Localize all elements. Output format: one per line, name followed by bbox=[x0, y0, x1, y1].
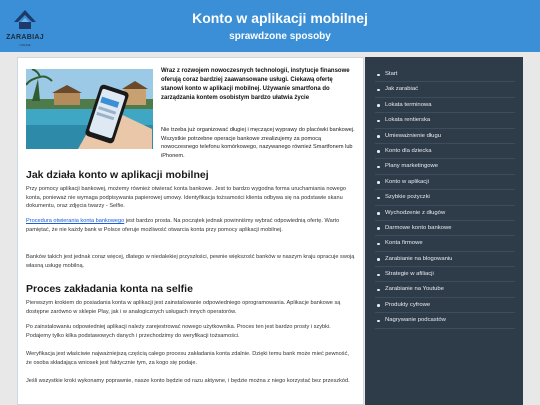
sidebar-item-konto-dla-dziecka[interactable]: Konto dla dziecka bbox=[375, 144, 515, 159]
sidebar-list bbox=[375, 67, 515, 329]
paragraph: Pierwszym krokiem do posiadania konta w aplikacji jest zainstalowanie odpowiedniego oprogramowania. Aplikacje bankowe są dostępne zarówno w sklepie Play, jak i w analogicznych usługach innych operatorów. bbox=[26, 300, 341, 315]
sidebar-item-jak-zarabiac[interactable]: Jak zarabiać bbox=[375, 82, 515, 97]
sidebar-item-umiewaznienie-dlugu[interactable]: Umieważnienie długu bbox=[375, 129, 515, 144]
paragraph: Jeśli wszystkie kroki wykonamy poprawnie, nasze konto będzie od razu aktywne, i będzie można z niego korzystać bez przeszkód. bbox=[26, 378, 350, 384]
page-subtitle: sprawdzone sposoby bbox=[229, 31, 331, 42]
sidebar-nav bbox=[365, 57, 523, 405]
main-content bbox=[17, 57, 364, 405]
logo-text: ZARABIAJ bbox=[6, 34, 44, 41]
sidebar-item-blogowanie[interactable]: Zarabianie na blogowaniu bbox=[375, 252, 515, 267]
paragraph: Banków takich jest jednak coraz więcej, dlatego w niedalekiej przyszłości, pewnie większość banków w naszym kraju opracuje swoją własną usługę mobilną. bbox=[26, 254, 355, 269]
intro-paragraph: Nie trzeba już organizować długiej i męczącej wyprawy do placówki bankowej. Wszystkie potrzebne operacje bankowe zrealizujemy za pomocą nowoczesnego telefonu komórkowego, nazywanego również Smartfonem lub iPhonem. bbox=[161, 127, 355, 159]
sidebar-item-wychodzenie-z-dlugow[interactable]: Wychodzenie z długów bbox=[375, 206, 515, 221]
sidebar-item-szybkie-pozyczki[interactable]: Szybkie pożyczki bbox=[375, 190, 515, 205]
sidebar-item-darmowe-konto[interactable]: Darmowe konto bankowe bbox=[375, 221, 515, 236]
intro-lead: Wraz z rozwojem nowoczesnych technologii, instytucje finansowe oferują coraz bardziej zaawansowane usługi. Ciekawą ofertę stanowi konto w aplikacji mobilnej. Używanie smartfona do zarządzania kontem osobistym bardzo ułatwia życie bbox=[161, 68, 350, 101]
section-heading-how-it-works: Jak działa konto w aplikacji mobilnej bbox=[26, 169, 209, 181]
sidebar-item-podcasty[interactable]: Nagrywanie podcastów bbox=[375, 313, 515, 328]
sidebar-item-start[interactable]: Start bbox=[375, 67, 515, 82]
sidebar-item-konta-firmowe[interactable]: Konta firmowe bbox=[375, 236, 515, 251]
procedure-link[interactable]: Procedura otwierania konta bankowego bbox=[26, 218, 125, 224]
sidebar-item-afiliacja[interactable]: Strategie w afiliacji bbox=[375, 267, 515, 282]
site-header bbox=[0, 0, 540, 52]
sidebar-item-lokata-rentierska[interactable]: Lokata rentierska bbox=[375, 113, 515, 128]
section-heading-selfie-process: Proces zakładania konta na selfie bbox=[26, 283, 193, 295]
sidebar-item-produkty-cyfrowe[interactable]: Produkty cyfrowe bbox=[375, 298, 515, 313]
hero-image-phone-pool bbox=[26, 69, 153, 149]
sidebar-item-lokata-terminowa[interactable]: Lokata terminowa bbox=[375, 98, 515, 113]
page-title: Konto w aplikacji mobilnej bbox=[192, 10, 368, 26]
sidebar-item-konto-w-aplikacji[interactable]: Konto w aplikacji bbox=[375, 175, 515, 190]
paragraph: Po zainstalowaniu odpowiedniej aplikacji należy zarejestrować nowego użytkownika. Proces ten jest bardzo prosty i szybki. Podajemy tylko kilka podstawowych danych i przechodzimy do weryfikacji tożsamości. bbox=[26, 324, 331, 339]
sidebar-item-plany-marketingowe[interactable]: Plany marketingowe bbox=[375, 159, 515, 174]
paragraph-text: jest bardzo prosta. Na początek jednak powinniśmy wybrać odpowiednią ofertę. Warto pamiętać, że nie każdy bank w Polsce oferuje możliwość otwarcia konta przy pomocy aplikacji mobilnej. bbox=[26, 218, 340, 233]
logo-subtext: ONLINE bbox=[19, 43, 31, 47]
sidebar-item-youtube[interactable]: Zarabianie na Youtube bbox=[375, 282, 515, 297]
paragraph: Przy pomocy aplikacji bankowej, możemy również otwierać konta bankowe. Jest to bardzo wygodna forma uruchamiania nowego konta, ponieważ nie wymaga podpisywania papierowej umowy. Identyfikacja tożsamości klienta odbywa się na podstawie skanu dokumentu, oraz zdjęcia twarzy - Selfie. bbox=[26, 186, 346, 210]
paragraph bbox=[26, 217, 356, 234]
paragraph: Weryfikacja jest właściwie najważniejszą częścią całego procesu zakładania konta zdalnie. Dzięki temu bank może mieć pewność, że osoba składająca wniosek jest faktycznie tym, za kogo się podaje. bbox=[26, 351, 349, 366]
